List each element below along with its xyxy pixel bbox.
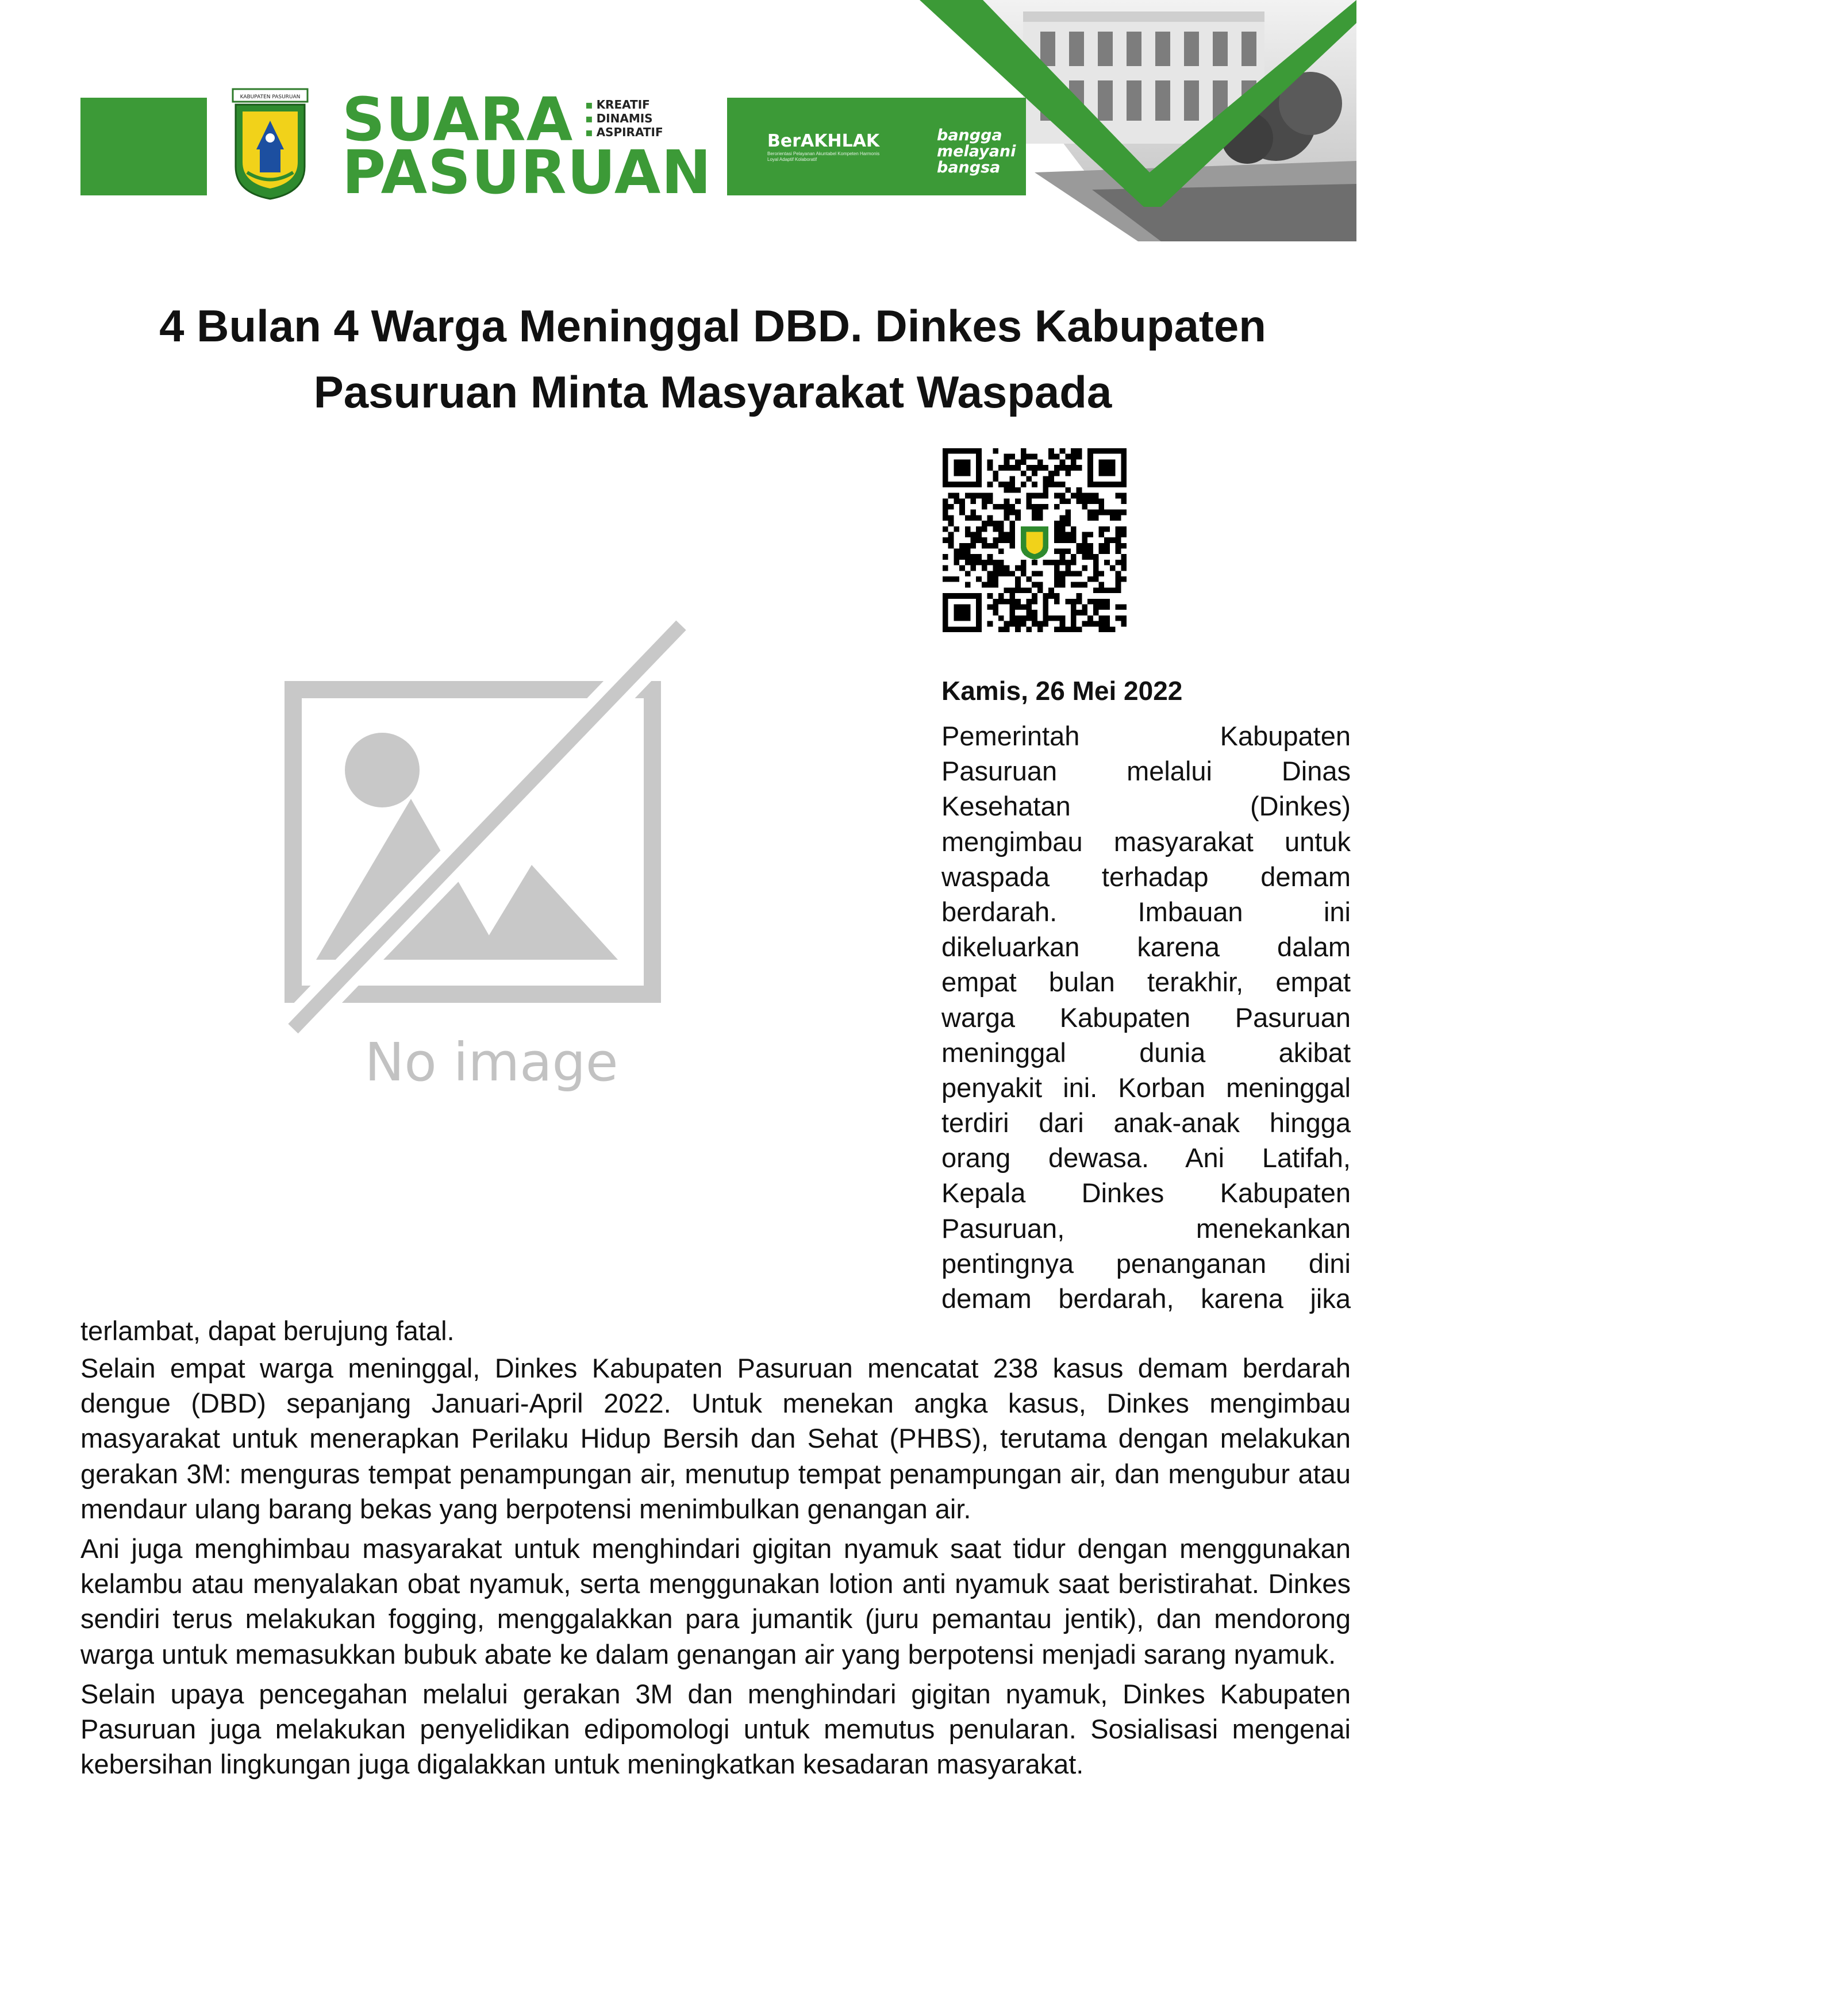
- berakhlak-logo: [767, 131, 882, 163]
- paragraph-4: Selain upaya pencegahan melalui gerakan 3M dan menghindari gigitan nyamuk, Dinkes Kabupaten Pasuruan juga melakukan penyelidikan edipomologi untuk memutus penularan. Sosialisasi mengenai kebersihan lingkungan juga digalakkan untuk meningkatkan kesadaran masyarakat.: [80, 1678, 1351, 1780]
- paragraph-1-line: Kesehatan (Dinkes): [941, 791, 1351, 822]
- hashtag-line: bangsa: [937, 159, 1001, 176]
- paragraph-1-line: berdarah. Imbauan ini: [941, 896, 1351, 927]
- hashtag-line: bangga: [937, 126, 1002, 144]
- article-title-line-2: Pasuruan Minta Masyarakat Waspada: [313, 367, 1112, 417]
- paragraph-1-side-column: [941, 718, 1351, 1316]
- paragraph-3: Ani juga menghimbau masyarakat untuk menghindari gigitan nyamuk saat tidur dengan menggunakan kelambu atau menyalakan obat nyamuk, serta menggunakan lotion anti nyamuk saat beristirahat. Dinkes sendiri terus melakukan fogging, menggalakkan para jumantik (juru pemantau jentik), dan mendorong warga untuk memasukkan bubuk abate ke dalam genangan air yang berpotensi menjadi sarang nyamuk.: [80, 1533, 1351, 1669]
- brand-line-pasuruan: PASURUAN: [342, 137, 712, 207]
- paragraph-1-line: orang dewasa. Ani Latifah,: [941, 1142, 1351, 1174]
- tagline-item: ▪ ASPIRATIF: [585, 125, 663, 139]
- paragraph-1-line: pentingnya penanganan dini: [941, 1248, 1351, 1279]
- bangga-melayani-bangsa-text: [937, 128, 1016, 176]
- article-body: [80, 1351, 1351, 1786]
- paragraph-1-line: demam berdarah, karena jika: [941, 1283, 1351, 1314]
- berakhlak-label: BerAKHLAK: [767, 131, 880, 151]
- no-image-label: No image: [364, 1032, 618, 1093]
- paragraph-1-line: Pemerintah Kabupaten: [941, 721, 1351, 751]
- hashtag-line: melayani: [937, 143, 1016, 160]
- brand-line-suara: SUARA: [342, 84, 574, 155]
- tagline-item: ▪ KREATIF: [585, 98, 663, 111]
- paragraph-1-line: waspada terhadap demam: [941, 861, 1351, 892]
- hashtag-icon: #: [1816, 238, 1845, 296]
- paragraph-1-line: empat bulan terakhir, empat: [941, 967, 1351, 998]
- paragraph-1-line: Kepala Dinkes Kabupaten: [941, 1178, 1351, 1209]
- berakhlak-subtitle: Berorientasi Pelayanan Akuntabel Kompeten Harmonis Loyal Adaptif Kolaboratif: [767, 151, 880, 162]
- header-green-bar-left: [80, 98, 207, 195]
- article-date: Kamis, 26 Mei 2022: [941, 676, 1183, 706]
- no-image-placeholder: [285, 615, 710, 1121]
- paragraph-1-line: Pasuruan melalui Dinas: [941, 756, 1351, 787]
- tagline-item: ▪ DINAMIS: [585, 111, 663, 125]
- crest-caption: KABUPATEN PASURUAN: [240, 94, 301, 100]
- paragraph-1-line: dikeluarkan karena dalam: [941, 932, 1351, 963]
- paragraph-1-line: mengimbau masyarakat untuk: [941, 826, 1351, 857]
- qr-code: [943, 448, 1127, 632]
- paragraph-1-line: terdiri dari anak-anak hingga: [941, 1107, 1351, 1138]
- paragraph-2: Selain empat warga meninggal, Dinkes Kabupaten Pasuruan mencatat 238 kasus demam berdarah dengue (DBD) sepanjang Januari-April 2022. Untuk menekan angka kasus, Dinkes mengimbau masyarakat untuk menerapkan Perilaku Hidup Bersih dan Sehat (PHBS), terutama dengan melakukan gerakan 3M: menguras tempat penampungan air, menutup tempat penampungan air, dan mengubur atau mendaur ulang barang bekas yang berpotensi menimbulkan genangan air.: [80, 1353, 1351, 1524]
- paragraph-1-line: penyakit ini. Korban meninggal: [941, 1072, 1351, 1103]
- page-header: [0, 0, 1845, 296]
- kabupaten-pasuruan-crest-icon: [230, 86, 310, 201]
- article-title: [80, 293, 1345, 425]
- paragraph-1-tail: terlambat, dapat berujung fatal.: [80, 1315, 455, 1346]
- paragraph-1-line: meninggal dunia akibat: [941, 1037, 1351, 1068]
- article-title-line-1: 4 Bulan 4 Warga Meninggal DBD. Dinkes Kabupaten: [159, 301, 1266, 351]
- paragraph-1-line: warga Kabupaten Pasuruan: [941, 1002, 1351, 1033]
- brand-tagline: [585, 98, 663, 139]
- paragraph-1-line: Pasuruan, menekankan: [941, 1213, 1351, 1244]
